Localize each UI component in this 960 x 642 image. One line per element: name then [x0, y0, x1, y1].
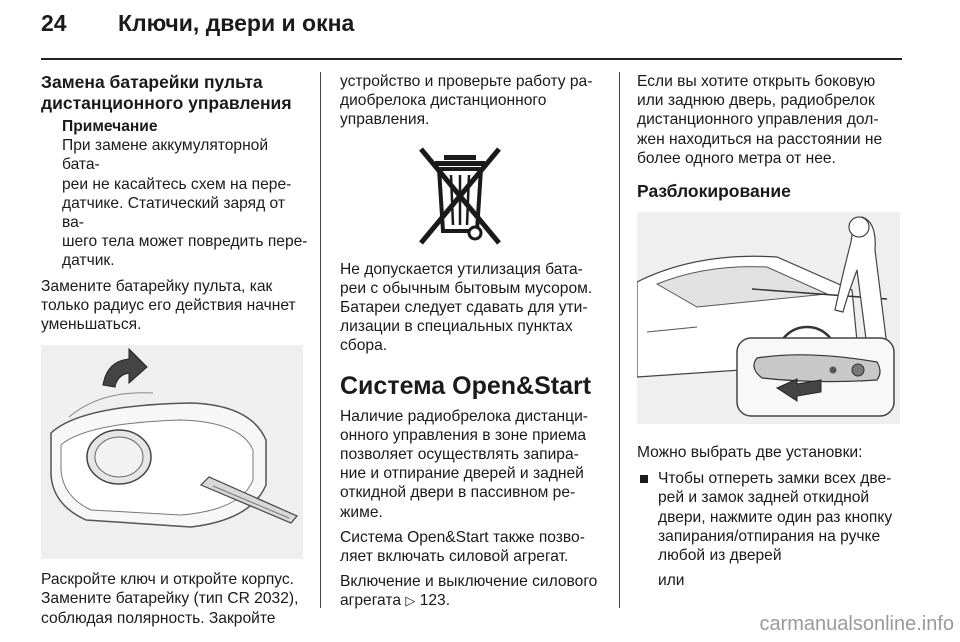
- unlock-option-item: Чтобы отпереть замки всех две- рей и замок задней откидной двери, нажмите один раз кнопку запирания/отпирания на ручке любой из дверей или: [637, 469, 902, 590]
- note-text: При замене аккумуляторной бата- реи не касайтесь схем на пере- датчике. Статический заряд от ва- шего тела может повредить пере- датчик.: [62, 137, 308, 270]
- section-heading: Разблокирование: [637, 181, 791, 202]
- watermark: carmanualsonline.info: [759, 613, 954, 635]
- options-intro: Можно выбрать две установки:: [637, 444, 863, 462]
- column-divider: [320, 72, 321, 608]
- battery-caption: Раскройте ключ и откройте корпус. Замените батарейку (тип CR 2032), соблюдая полярность. Закройте: [41, 571, 299, 627]
- column-divider: [619, 72, 620, 608]
- note-title: Примечание: [62, 118, 158, 135]
- column-middle: [340, 72, 612, 611]
- engine-reference-paragraph: Включение и выключение силового агрегата ▷ 123.: [340, 573, 598, 610]
- page-reference-link[interactable]: 123.: [419, 592, 451, 610]
- header-rule: [41, 58, 902, 60]
- note-block: [41, 117, 309, 271]
- battery-paragraph: Замените батарейку пульта, как только радиус его действия начнет уменьшаться.: [41, 277, 296, 334]
- door-distance-paragraph: Если вы хотите открыть боковую или заднюю дверь, радиобрелок дистанционного управления дол- жен находиться на расстоянии не более одного метра от нее.: [637, 73, 883, 167]
- continuation-text: устройство и проверьте работу ра- диобрелока дистанционного управления.: [340, 73, 593, 129]
- car-door-handle-illustration: [637, 212, 900, 424]
- section-heading: Система Open&Start: [340, 371, 592, 400]
- page-number: 24: [41, 10, 67, 36]
- section-heading: Замена батарейки пульта дистанционного управления: [41, 72, 292, 113]
- column-right: [637, 72, 902, 590]
- arrow-reference-icon: ▷: [405, 593, 416, 609]
- bullet-square-icon: [640, 475, 648, 483]
- open-start-engine-paragraph: Система Open&Start также позво- ляет включать силовой агрегат.: [340, 528, 585, 566]
- column-left: [41, 72, 309, 628]
- disposal-text: Не допускается утилизация бата- реи с обычным бытовым мусором. Батареи следует сдавать для ути- лизации в специальных пунктах сбора.: [340, 260, 593, 355]
- or-text: или: [658, 572, 685, 590]
- key-battery-illustration: [41, 345, 303, 559]
- crossed-bin-icon: [415, 145, 505, 247]
- page-title: Ключи, двери и окна: [118, 10, 355, 36]
- open-start-paragraph: Наличие радиобрелока дистанци- онного управления в зоне приема позволяет осуществлять запира- ние и отпирание дверей и задней откидной двери в пассивном ре- жиме.: [340, 407, 588, 521]
